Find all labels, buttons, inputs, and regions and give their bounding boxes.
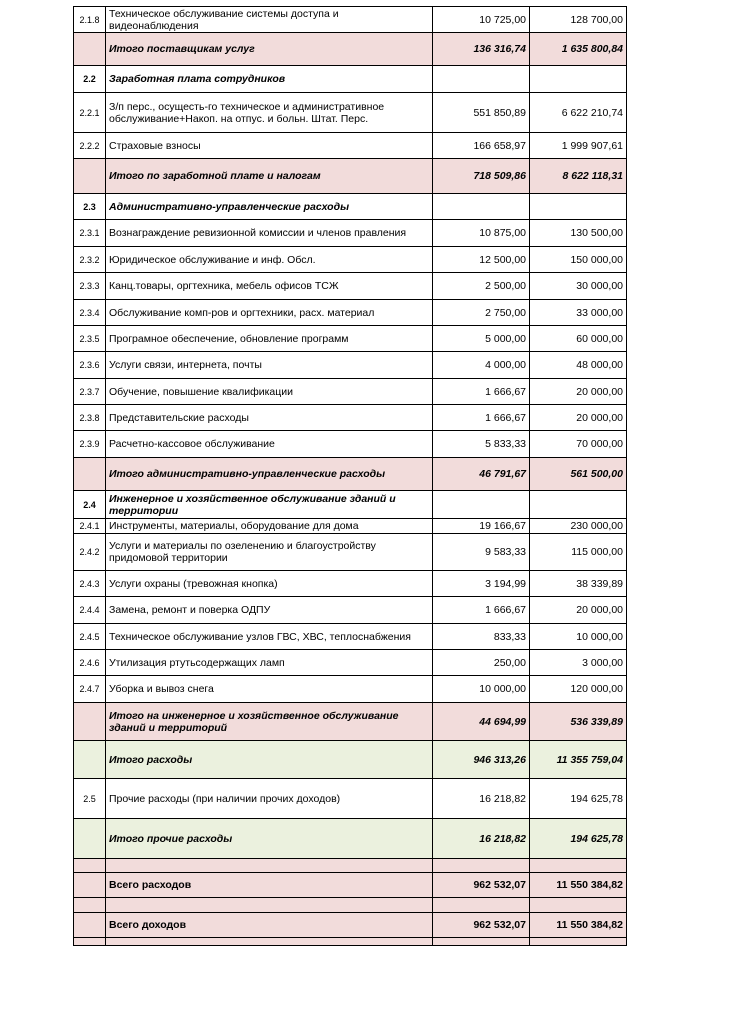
row-number: 2.4.6: [74, 650, 106, 676]
row-description: Услуги охраны (тревожная кнопка): [106, 571, 433, 597]
row-number: [74, 913, 106, 938]
row-yearly-amount: 70 000,00: [530, 431, 627, 458]
row-monthly-amount: 44 694,99: [433, 703, 530, 741]
table-row: [74, 133, 627, 159]
table-row: [74, 519, 627, 534]
row-description: [106, 938, 433, 946]
row-number: 2.3.1: [74, 220, 106, 247]
row-yearly-amount: 536 339,89: [530, 703, 627, 741]
row-number: 2.3.9: [74, 431, 106, 458]
row-number: 2.3: [74, 194, 106, 220]
row-monthly-amount: 16 218,82: [433, 779, 530, 819]
row-monthly-amount: 1 666,67: [433, 597, 530, 624]
row-number: 2.2: [74, 66, 106, 93]
table-row: [74, 379, 627, 405]
row-yearly-amount: 130 500,00: [530, 220, 627, 247]
row-monthly-amount: 5 000,00: [433, 326, 530, 352]
total-row: [74, 703, 627, 741]
table-row: [74, 571, 627, 597]
row-number: 2.2.1: [74, 93, 106, 133]
total-row: [74, 33, 627, 66]
total-row: [74, 159, 627, 194]
row-number: [74, 741, 106, 779]
row-monthly-amount: 1 666,67: [433, 405, 530, 431]
row-yearly-amount: 120 000,00: [530, 676, 627, 703]
row-monthly-amount: [433, 859, 530, 873]
row-description: Итого поставщикам услуг: [106, 33, 433, 66]
row-yearly-amount: 20 000,00: [530, 597, 627, 624]
table-row: [74, 534, 627, 571]
row-number: [74, 33, 106, 66]
row-description: Заработная плата сотрудников: [106, 66, 433, 93]
row-description: Итого расходы: [106, 741, 433, 779]
section-header-row: [74, 491, 627, 519]
row-monthly-amount: 9 583,33: [433, 534, 530, 571]
total-row: [74, 741, 627, 779]
row-description: Утилизация ртутьсодержащих ламп: [106, 650, 433, 676]
row-description: Итого административно-управленческие расходы: [106, 458, 433, 491]
row-description: Итого на инженерное и хозяйственное обслуживание зданий и территорий: [106, 703, 433, 741]
row-number: [74, 873, 106, 898]
row-monthly-amount: 166 658,97: [433, 133, 530, 159]
row-description: [106, 898, 433, 913]
row-monthly-amount: 46 791,67: [433, 458, 530, 491]
row-monthly-amount: [433, 898, 530, 913]
row-yearly-amount: 1 635 800,84: [530, 33, 627, 66]
budget-table: [73, 6, 627, 946]
row-description: Уборка и вывоз снега: [106, 676, 433, 703]
spacer-row: [74, 859, 627, 873]
row-yearly-amount: 194 625,78: [530, 819, 627, 859]
budget-table-body: [74, 7, 627, 946]
row-yearly-amount: 3 000,00: [530, 650, 627, 676]
row-description: Всего доходов: [106, 913, 433, 938]
row-number: 2.4.7: [74, 676, 106, 703]
row-yearly-amount: 11 550 384,82: [530, 913, 627, 938]
row-monthly-amount: [433, 194, 530, 220]
table-row: [74, 273, 627, 300]
row-description: Канц.товары, оргтехника, мебель офисов ТСЖ: [106, 273, 433, 300]
row-number: 2.4: [74, 491, 106, 519]
row-number: 2.4.5: [74, 624, 106, 650]
table-row: [74, 676, 627, 703]
row-monthly-amount: 946 313,26: [433, 741, 530, 779]
row-description: З/п перс., осущесть-го техническое и административное обслуживание+Накоп. на отпус. и больн. Штат. Перс.: [106, 93, 433, 133]
row-number: [74, 819, 106, 859]
row-yearly-amount: [530, 898, 627, 913]
row-description: Замена, ремонт и поверка ОДПУ: [106, 597, 433, 624]
row-description: Програмное обеспечение, обновление программ: [106, 326, 433, 352]
row-yearly-amount: 6 622 210,74: [530, 93, 627, 133]
row-number: 2.3.4: [74, 300, 106, 326]
row-number: 2.3.3: [74, 273, 106, 300]
row-yearly-amount: 33 000,00: [530, 300, 627, 326]
row-monthly-amount: 1 666,67: [433, 379, 530, 405]
row-number: 2.3.2: [74, 247, 106, 273]
row-monthly-amount: 19 166,67: [433, 519, 530, 534]
table-row: [74, 93, 627, 133]
row-description: Итого прочие расходы: [106, 819, 433, 859]
row-yearly-amount: [530, 66, 627, 93]
row-description: Обучение, повышение квалификации: [106, 379, 433, 405]
table-row: [74, 597, 627, 624]
row-yearly-amount: 561 500,00: [530, 458, 627, 491]
table-row: [74, 650, 627, 676]
row-number: 2.4.4: [74, 597, 106, 624]
row-description: Вознаграждение ревизионной комиссии и членов правления: [106, 220, 433, 247]
row-monthly-amount: 551 850,89: [433, 93, 530, 133]
row-description: Техническое обслуживание системы доступа и видеонаблюдения: [106, 7, 433, 33]
row-monthly-amount: 2 500,00: [433, 273, 530, 300]
row-monthly-amount: 136 316,74: [433, 33, 530, 66]
row-description: Обслуживание комп-ров и оргтехники, расх. материал: [106, 300, 433, 326]
table-row: [74, 7, 627, 33]
row-monthly-amount: 10 000,00: [433, 676, 530, 703]
row-number: 2.2.2: [74, 133, 106, 159]
row-number: 2.3.5: [74, 326, 106, 352]
row-description: Прочие расходы (при наличии прочих доходов): [106, 779, 433, 819]
row-monthly-amount: 718 509,86: [433, 159, 530, 194]
row-yearly-amount: 48 000,00: [530, 352, 627, 379]
row-yearly-amount: 60 000,00: [530, 326, 627, 352]
row-number: 2.3.7: [74, 379, 106, 405]
row-number: [74, 703, 106, 741]
table-row: [74, 624, 627, 650]
row-number: 2.4.2: [74, 534, 106, 571]
row-yearly-amount: 128 700,00: [530, 7, 627, 33]
row-yearly-amount: 10 000,00: [530, 624, 627, 650]
row-number: [74, 938, 106, 946]
row-monthly-amount: 5 833,33: [433, 431, 530, 458]
row-monthly-amount: 962 532,07: [433, 913, 530, 938]
row-description: Итого по заработной плате и налогам: [106, 159, 433, 194]
spacer-row: [74, 898, 627, 913]
row-description: Инженерное и хозяйственное обслуживание зданий и территории: [106, 491, 433, 519]
row-monthly-amount: 833,33: [433, 624, 530, 650]
row-yearly-amount: [530, 938, 627, 946]
row-description: Административно-управленческие расходы: [106, 194, 433, 220]
row-monthly-amount: 962 532,07: [433, 873, 530, 898]
row-yearly-amount: 1 999 907,61: [530, 133, 627, 159]
row-description: Представительские расходы: [106, 405, 433, 431]
row-yearly-amount: 115 000,00: [530, 534, 627, 571]
row-yearly-amount: 230 000,00: [530, 519, 627, 534]
row-monthly-amount: [433, 66, 530, 93]
row-yearly-amount: [530, 859, 627, 873]
row-number: 2.5: [74, 779, 106, 819]
row-description: Техническое обслуживание узлов ГВС, ХВС, теплоснабжения: [106, 624, 433, 650]
table-row: [74, 220, 627, 247]
row-yearly-amount: 8 622 118,31: [530, 159, 627, 194]
row-yearly-amount: [530, 194, 627, 220]
row-description: Услуги и материалы по озеленению и благоустройству придомовой территории: [106, 534, 433, 571]
table-row: [74, 326, 627, 352]
total-row: [74, 913, 627, 938]
section-header-row: [74, 194, 627, 220]
total-row: [74, 819, 627, 859]
row-description: [106, 859, 433, 873]
row-yearly-amount: [530, 491, 627, 519]
row-number: [74, 458, 106, 491]
row-monthly-amount: 16 218,82: [433, 819, 530, 859]
table-row: [74, 405, 627, 431]
row-monthly-amount: 4 000,00: [433, 352, 530, 379]
row-description: Инструменты, материалы, оборудование для дома: [106, 519, 433, 534]
row-number: 2.4.1: [74, 519, 106, 534]
row-description: Юридическое обслуживание и инф. Обсл.: [106, 247, 433, 273]
row-monthly-amount: 3 194,99: [433, 571, 530, 597]
row-yearly-amount: 20 000,00: [530, 405, 627, 431]
row-monthly-amount: [433, 491, 530, 519]
total-row: [74, 873, 627, 898]
row-monthly-amount: 12 500,00: [433, 247, 530, 273]
row-yearly-amount: 38 339,89: [530, 571, 627, 597]
total-row: [74, 458, 627, 491]
row-monthly-amount: [433, 938, 530, 946]
spacer-row: [74, 938, 627, 946]
row-yearly-amount: 150 000,00: [530, 247, 627, 273]
table-row: [74, 352, 627, 379]
row-yearly-amount: 194 625,78: [530, 779, 627, 819]
row-number: 2.3.8: [74, 405, 106, 431]
row-yearly-amount: 11 355 759,04: [530, 741, 627, 779]
row-number: [74, 859, 106, 873]
table-row: [74, 431, 627, 458]
table-row: [74, 300, 627, 326]
table-row: [74, 247, 627, 273]
row-monthly-amount: 10 725,00: [433, 7, 530, 33]
row-yearly-amount: 20 000,00: [530, 379, 627, 405]
row-description: Страховые взносы: [106, 133, 433, 159]
row-yearly-amount: 30 000,00: [530, 273, 627, 300]
section-header-row: [74, 66, 627, 93]
row-monthly-amount: 10 875,00: [433, 220, 530, 247]
row-number: 2.3.6: [74, 352, 106, 379]
row-monthly-amount: 2 750,00: [433, 300, 530, 326]
row-monthly-amount: 250,00: [433, 650, 530, 676]
row-description: Всего расходов: [106, 873, 433, 898]
row-number: [74, 159, 106, 194]
row-number: 2.4.3: [74, 571, 106, 597]
row-yearly-amount: 11 550 384,82: [530, 873, 627, 898]
row-number: 2.1.8: [74, 7, 106, 33]
row-number: [74, 898, 106, 913]
row-description: Услуги связи, интернета, почты: [106, 352, 433, 379]
table-row: [74, 779, 627, 819]
row-description: Расчетно-кассовое обслуживание: [106, 431, 433, 458]
